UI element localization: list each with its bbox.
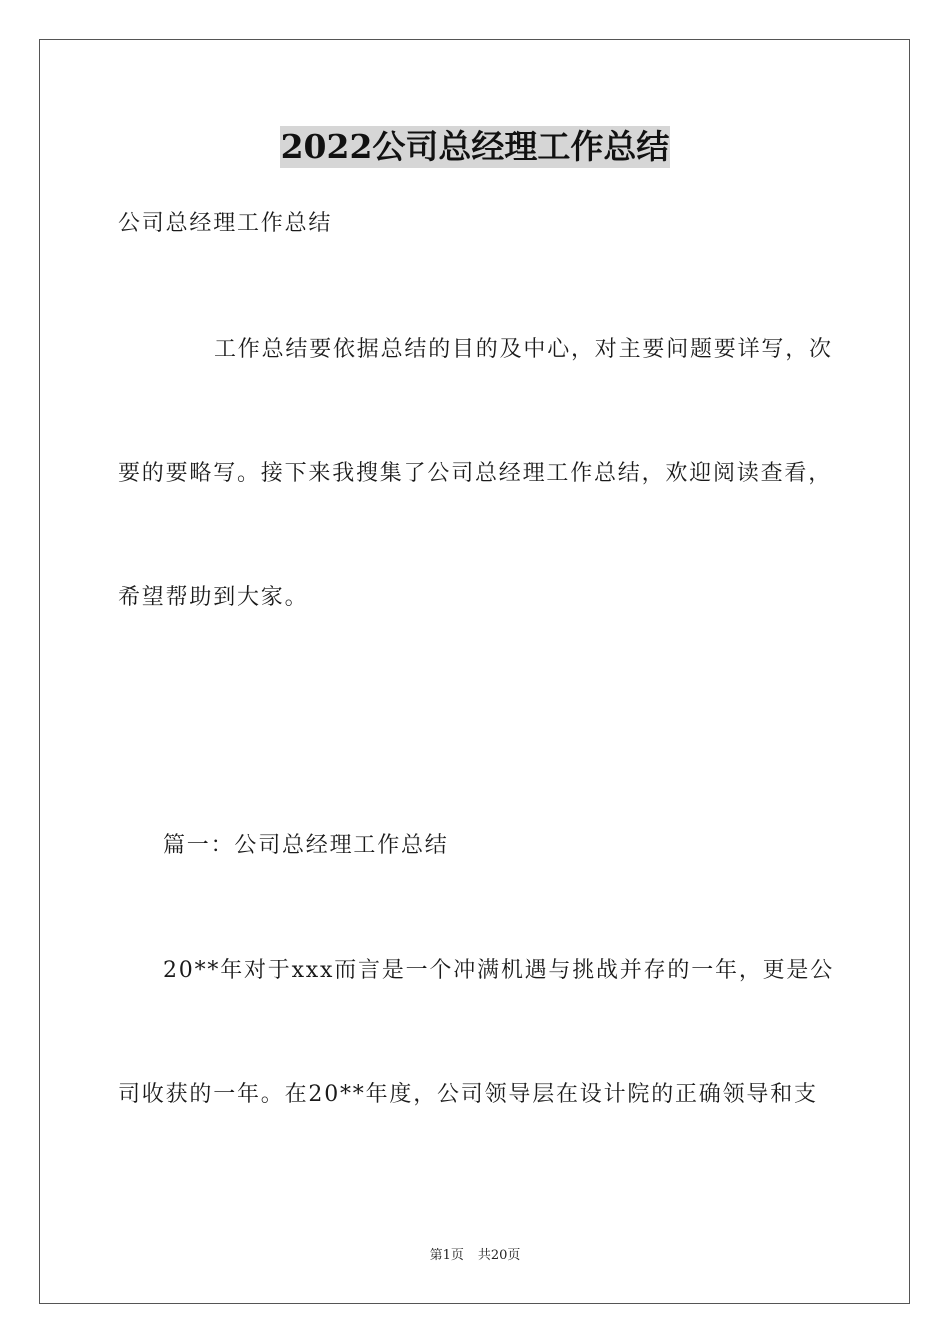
document-title: 2022公司总经理工作总结 bbox=[280, 127, 670, 166]
intro-line: 要的要略写。接下来我搜集了公司总经理工作总结，欢迎阅读查看， bbox=[118, 461, 833, 486]
body-line: 司收获的一年。在20**年度，公司领导层在设计院的正确领导和支 bbox=[118, 1082, 818, 1107]
page-number-current: 第1页 bbox=[429, 1248, 464, 1263]
page-number-total: 共20页 bbox=[477, 1248, 521, 1263]
section-heading: 篇一：公司总经理工作总结 bbox=[163, 833, 449, 858]
title-container bbox=[0, 126, 950, 168]
page-footer bbox=[0, 1247, 950, 1265]
document-subtitle: 公司总经理工作总结 bbox=[118, 211, 333, 236]
body-line: 20**年对于xxx而言是一个冲满机遇与挑战并存的一年，更是公 bbox=[163, 958, 835, 983]
intro-line: 希望帮助到大家。 bbox=[118, 585, 309, 610]
intro-line: 工作总结要依据总结的目的及中心，对主要问题要详写，次 bbox=[214, 337, 833, 362]
